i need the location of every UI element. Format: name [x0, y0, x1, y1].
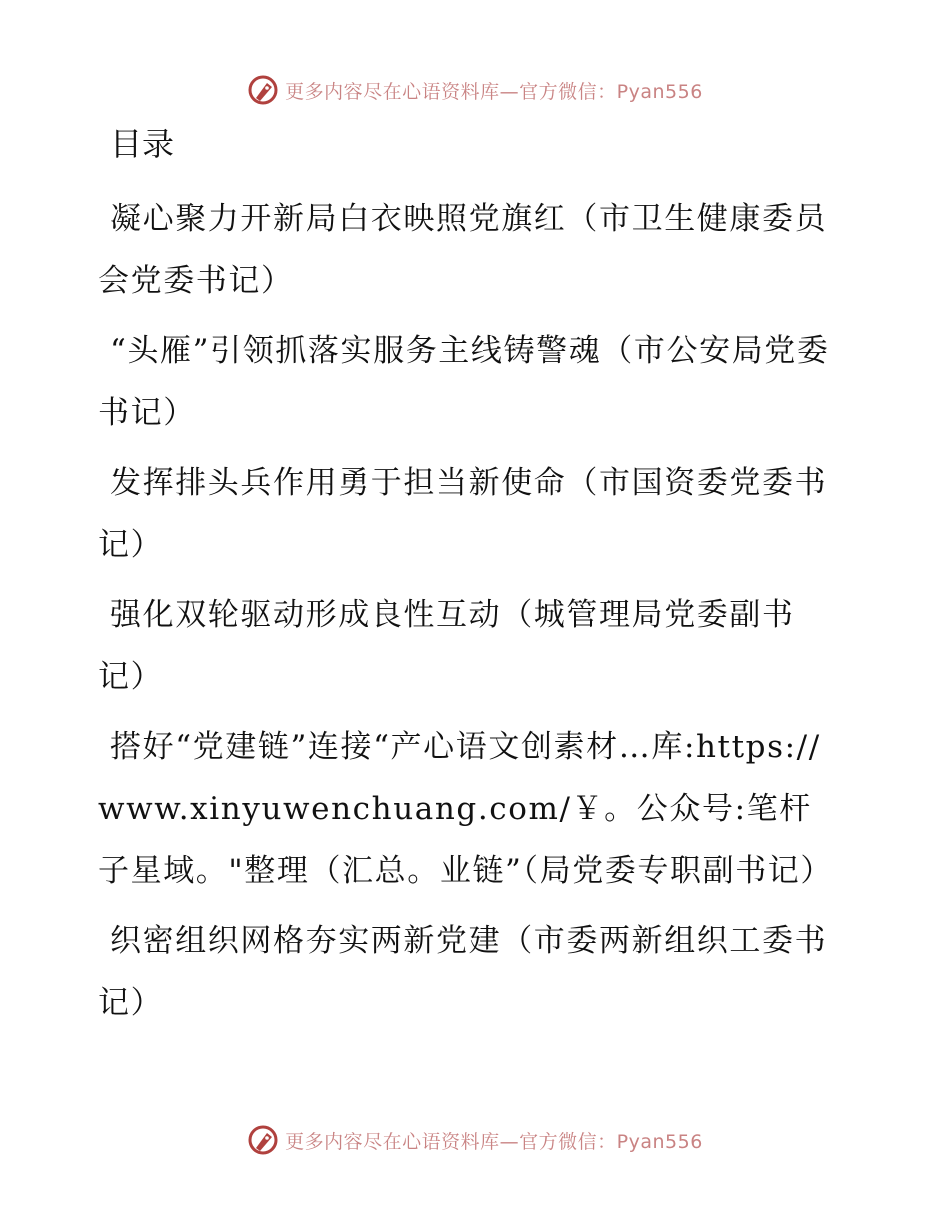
toc-item[interactable]: 搭好“党建链”连接“产心语文创素材…库:https://www.xinyuwenchuang.com/￥。公众号:笔杆子星域。"整理（汇总。业链”（局党委专职副书记） — [98, 729, 834, 889]
footer-watermark-banner — [0, 1120, 950, 1160]
header-banner-text: 更多内容尽在心语资料库—官方微信：Pyan556 — [285, 80, 703, 103]
toc-title: 目录 — [110, 125, 175, 163]
pen-nib-logo-icon — [247, 1124, 279, 1156]
toc-list — [98, 188, 838, 1034]
toc-item[interactable]: 织密组织网格夯实两新党建（市委两新组织工委书记） — [98, 923, 828, 1021]
toc-item[interactable]: 发挥排头兵作用勇于担当新使命（市国资委党委书记） — [98, 465, 828, 563]
header-watermark-banner — [0, 70, 950, 110]
table-of-contents — [98, 122, 838, 1042]
toc-item[interactable]: 强化双轮驱动形成良性互动（城管理局党委副书记） — [98, 597, 795, 695]
toc-item[interactable]: 凝心聚力开新局白衣映照党旗红（市卫生健康委员会党委书记） — [98, 201, 828, 299]
footer-banner-text: 更多内容尽在心语资料库—官方微信：Pyan556 — [285, 1130, 703, 1153]
pen-nib-logo-icon — [247, 74, 279, 106]
toc-item[interactable]: “头雁”引领抓落实服务主线铸警魂（市公安局党委书记） — [98, 333, 830, 431]
